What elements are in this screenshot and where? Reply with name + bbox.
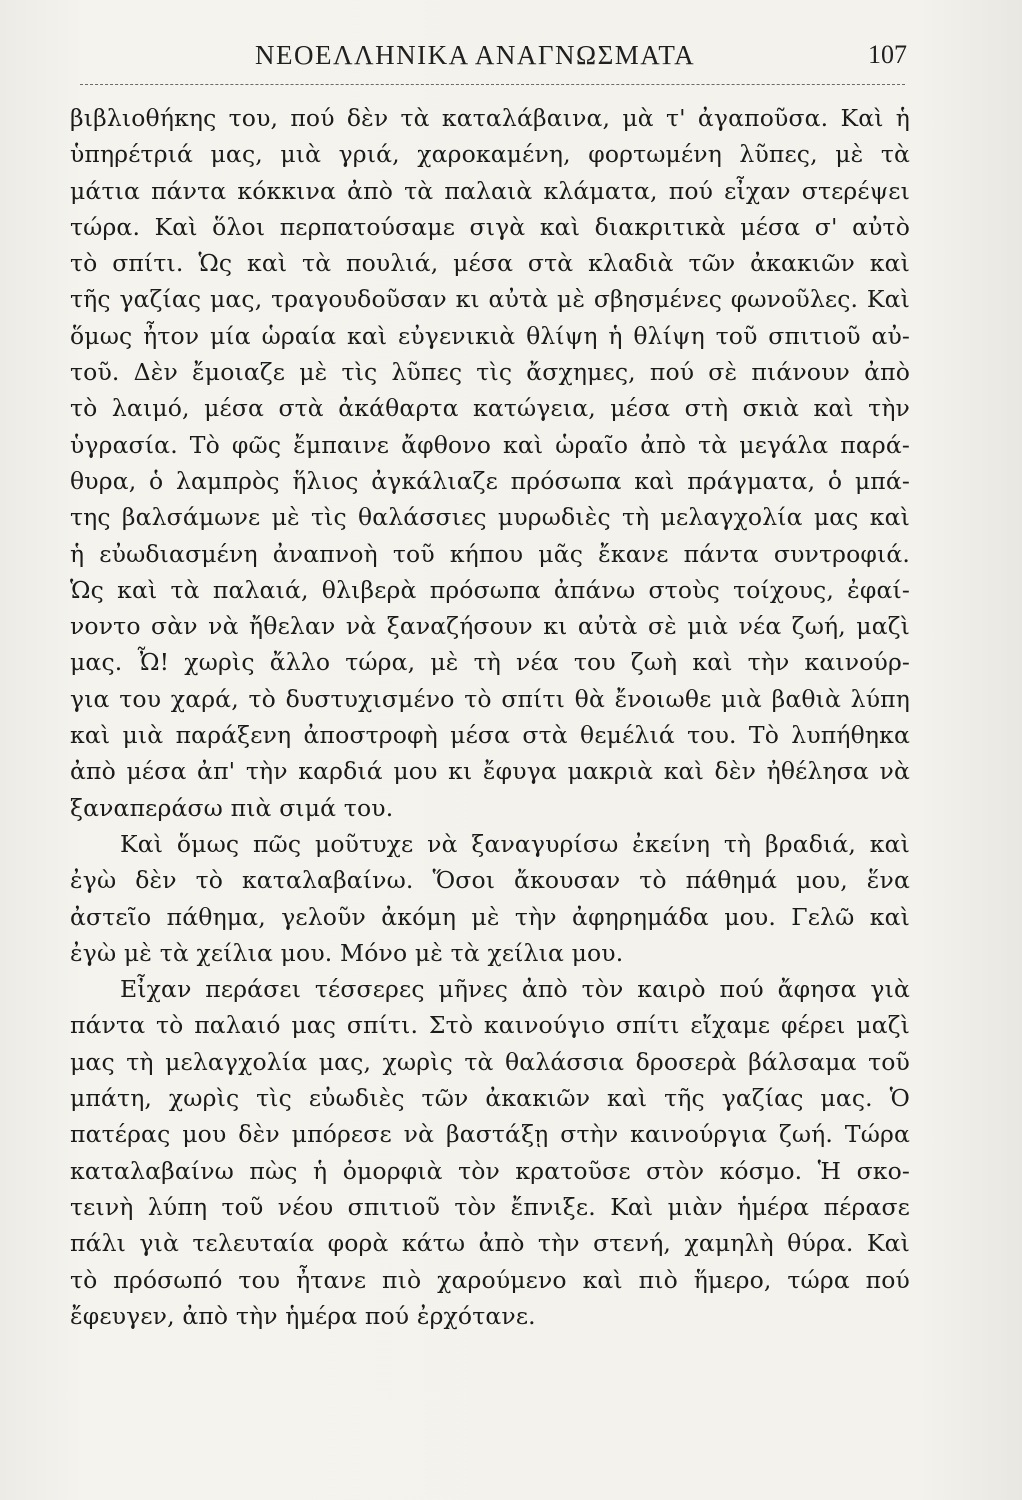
page-number: 107 [868,40,907,69]
text-line: ἀπὸ μέσα ἀπ' τὴν καρδιά μου κι ἔφυγα μακριὰ καὶ δὲν ἠθέλησα νὰ [70,757,910,786]
text-line: μας. Ὦ! χωρὶς ἄλλο τώρα, μὲ τὴ νέα του ζωὴ καὶ τὴν καινούρ- [70,648,910,677]
header-rule [80,84,905,85]
text-line: πατέρας μου δὲν μπόρεσε νὰ βαστάξῃ στὴν καινούργια ζωή. Τώρα [70,1120,910,1149]
text-line: της βαλσάμωνε μὲ τὶς θαλάσσιες μυρωδιὲς τὴ μελαγχολία μας καὶ [70,503,910,532]
text-line: καταλαβαίνω πὼς ἡ ὀμορφιὰ τὸν κρατοῦσε στὸν κόσμο. Ἡ σκο- [70,1156,910,1185]
text-line: για του χαρά, τὸ δυστυχισμένο τὸ σπίτι θὰ ἔνοιωθε μιὰ βαθιὰ λύπη [70,684,910,713]
text-line: μπάτη, χωρὶς τὶς εὐωδιὲς τῶν ἀκακιῶν καὶ τῆς γαζίας μας. Ὁ [70,1084,910,1113]
text-line: τώρα. Καὶ ὅλοι περπατούσαμε σιγὰ καὶ διακριτικὰ μέσα σ' αὐτὸ [70,212,910,241]
text-line: τῆς γαζίας μας, τραγουδοῦσαν κι αὐτὰ μὲ σβησμένες φωνοῦλες. Καὶ [70,285,910,314]
text-line: τεινὴ λύπη τοῦ νέου σπιτιοῦ τὸν ἔπνιξε. Καὶ μιὰν ἡμέρα πέρασε [70,1192,910,1221]
text-line: ἀστεῖο πάθημα, γελοῦν ἀκόμη μὲ τὴν ἀφηρημάδα μου. Γελῶ καὶ [70,902,910,931]
text-line: ξαναπεράσω πιὰ σιμά του. [70,793,394,822]
body-text [70,100,910,1400]
text-line: μας τὴ μελαγχολία μας, χωρὶς τὰ θαλάσσια δροσερὰ βάλσαμα τοῦ [70,1047,910,1076]
text-line: ὑπηρέτριά μας, μιὰ γριά, χαροκαμένη, φορτωμένη λῦπες, μὲ τὰ [70,140,910,169]
text-line: πάντα τὸ παλαιό μας σπίτι. Στὸ καινούγιο σπίτι εἴχαμε φέρει μαζὶ [70,1011,910,1040]
running-title: ΝΕΟΕΛΛΗΝΙΚΑ ΑΝΑΓΝΩΣΜΑΤΑ [255,40,696,70]
text-line: ἐγὼ δὲν τὸ καταλαβαίνω. Ὅσοι ἄκουσαν τὸ πάθημά μου, ἕνα [70,866,910,895]
text-line: νοντο σὰν νὰ ἤθελαν νὰ ξαναζήσουν κι αὐτὰ σὲ μιὰ νέα ζωή, μαζὶ [70,612,910,641]
text-line: Εἶχαν περάσει τέσσερες μῆνες ἀπὸ τὸν καιρὸ πού ἄφησα γιὰ [120,975,910,1004]
text-line: τὸ πρόσωπό του ἦτανε πιὸ χαρούμενο καὶ πιὸ ἥμερο, τώρα πού [70,1265,910,1294]
text-line: θυρα, ὁ λαμπρὸς ἥλιος ἀγκάλιαζε πρόσωπα καὶ πράγματα, ὁ μπά- [70,466,910,495]
running-header [80,38,915,78]
text-line: τὸ σπίτι. Ὡς καὶ τὰ πουλιά, μέσα στὰ κλαδιὰ τῶν ἀκακιῶν καὶ [70,249,910,278]
text-line: ὑγρασία. Τὸ φῶς ἔμπαινε ἄφθονο καὶ ὡραῖο ἀπὸ τὰ μεγάλα παρά- [70,430,910,459]
text-line: τὸ λαιμό, μέσα στὰ ἀκάθαρτα κατώγεια, μέσα στὴ σκιὰ καὶ τὴν [70,394,910,423]
text-line: τοῦ. Δὲν ἔμοιαζε μὲ τὶς λῦπες τὶς ἄσχημες, πού σὲ πιάνουν ἀπὸ [70,358,910,387]
text-line: καὶ μιὰ παράξενη ἀποστροφὴ μέσα στὰ θεμέλιά του. Τὸ λυπήθηκα [70,721,910,750]
text-line: ἐγὼ μὲ τὰ χείλια μου. Μόνο μὲ τὰ χείλια μου. [70,938,624,967]
text-line: Καὶ ὅμως πῶς μοῦτυχε νὰ ξαναγυρίσω ἐκείνη τὴ βραδιά, καὶ [120,829,910,858]
text-line: μάτια πάντα κόκκινα ἀπὸ τὰ παλαιὰ κλάματα, πού εἶχαν στερέψει [70,176,910,205]
text-line: Ὡς καὶ τὰ παλαιά, θλιβερὰ πρόσωπα ἀπάνω στοὺς τοίχους, ἐφαί- [70,575,910,604]
text-line: ὅμως ἦτον μία ὡραία καὶ εὐγενικιὰ θλίψη ἡ θλίψη τοῦ σπιτιοῦ αὐ- [70,321,910,350]
paragraph [70,971,910,1334]
paragraph [70,826,910,971]
paragraph [70,100,910,826]
text-line: βιβλιοθήκης του, πού δὲν τὰ καταλάβαινα, μὰ τ' ἀγαποῦσα. Καὶ ἡ [70,104,910,132]
text-line: ἡ εὐωδιασμένη ἀναπνοὴ τοῦ κήπου μᾶς ἔκανε πάντα συντροφιά. [70,539,910,568]
text-line: πάλι γιὰ τελευταία φορὰ κάτω ἀπὸ τὴν στενή, χαμηλὴ θύρα. Καὶ [70,1229,910,1258]
text-line: ἔφευγεν, ἀπὸ τὴν ἡμέρα πού ἐρχότανε. [70,1301,536,1330]
